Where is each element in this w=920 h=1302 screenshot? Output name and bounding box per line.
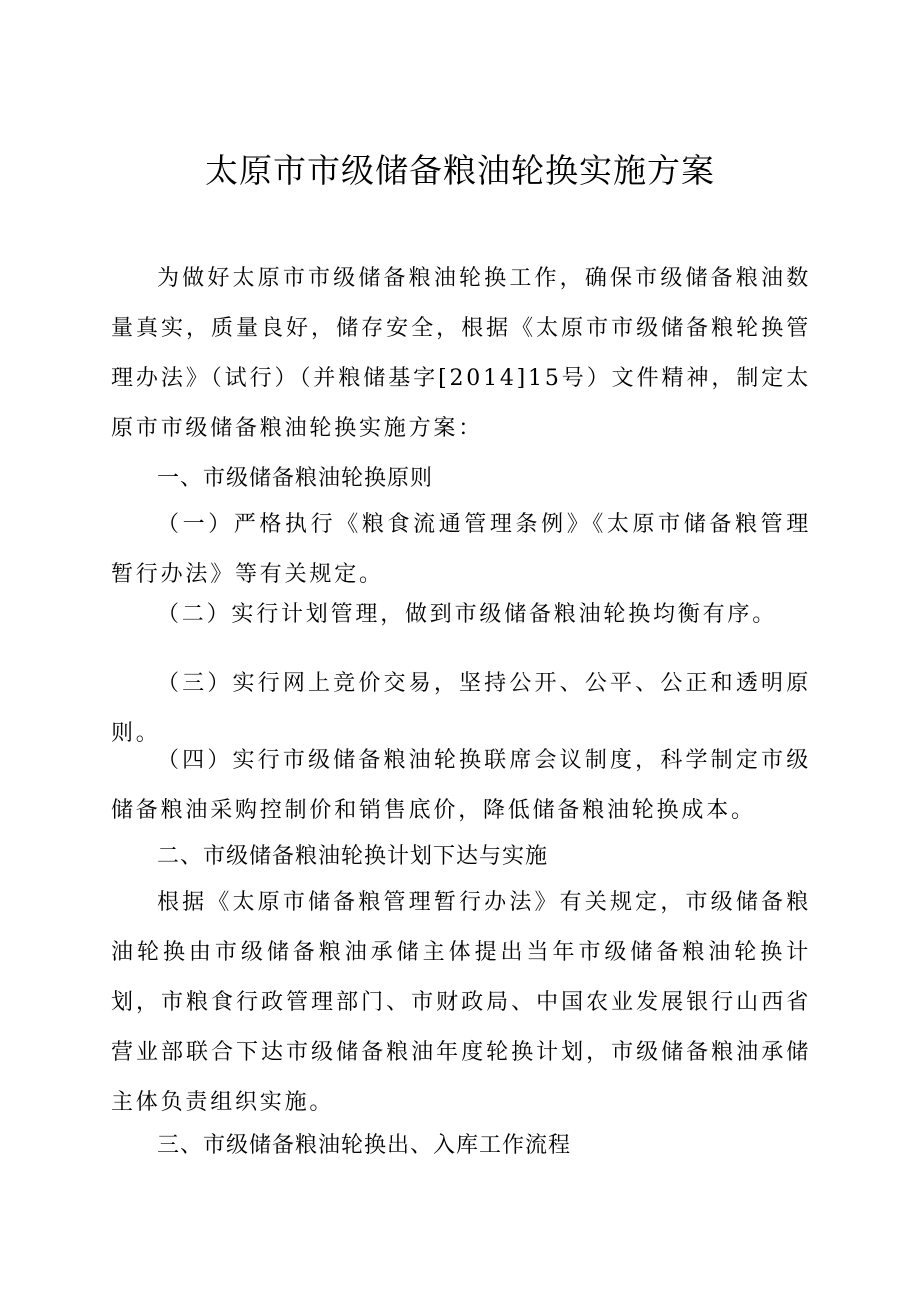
section-3-heading: 三、市级储备粮油轮换出、入库工作流程 — [157, 1133, 572, 1158]
section-1-item-3: （三）实行网上竞价交易，坚持公开、公平、公正和透明原则。 — [111, 671, 811, 746]
section-1-item-1: （一）严格执行《粮食流通管理条例》《太原市储备粮管理暂行办法》等有关规定。 — [111, 512, 811, 587]
section-1-heading: 一、市级储备粮油轮换原则 — [157, 466, 434, 491]
document-title: 太原市市级储备粮油轮换实施方案 — [205, 151, 715, 190]
section-2-heading: 二、市级储备粮油轮换计划下达与实施 — [157, 844, 549, 869]
section-2-paragraph: 根据《太原市储备粮管理暂行办法》有关规定，市级储备粮油轮换由市级储备粮油承储主体提出当年市级储备粮油轮换计划，市粮食行政管理部门、市财政局、中国农业发展银行山西省营业部联合下达市级储备粮油年度轮换计划，市级储备粮油承储主体负责组织实施。 — [111, 890, 811, 1115]
intro-paragraph: 为做好太原市市级储备粮油轮换工作，确保市级储备粮油数量真实，质量良好，储存安全，根据《太原市市级储备粮轮换管理办法》（试行）（并粮储基字[2014]15号）文件精神，制定太原市市级储备粮油轮换实施方案： — [111, 266, 811, 441]
section-1-item-2: （二）实行计划管理，做到市级储备粮油轮换均衡有序。 — [157, 602, 778, 627]
section-1-item-4: （四）实行市级储备粮油轮换联席会议制度，科学制定市级储备粮油采购控制价和销售底价，降低储备粮油轮换成本。 — [111, 748, 811, 823]
